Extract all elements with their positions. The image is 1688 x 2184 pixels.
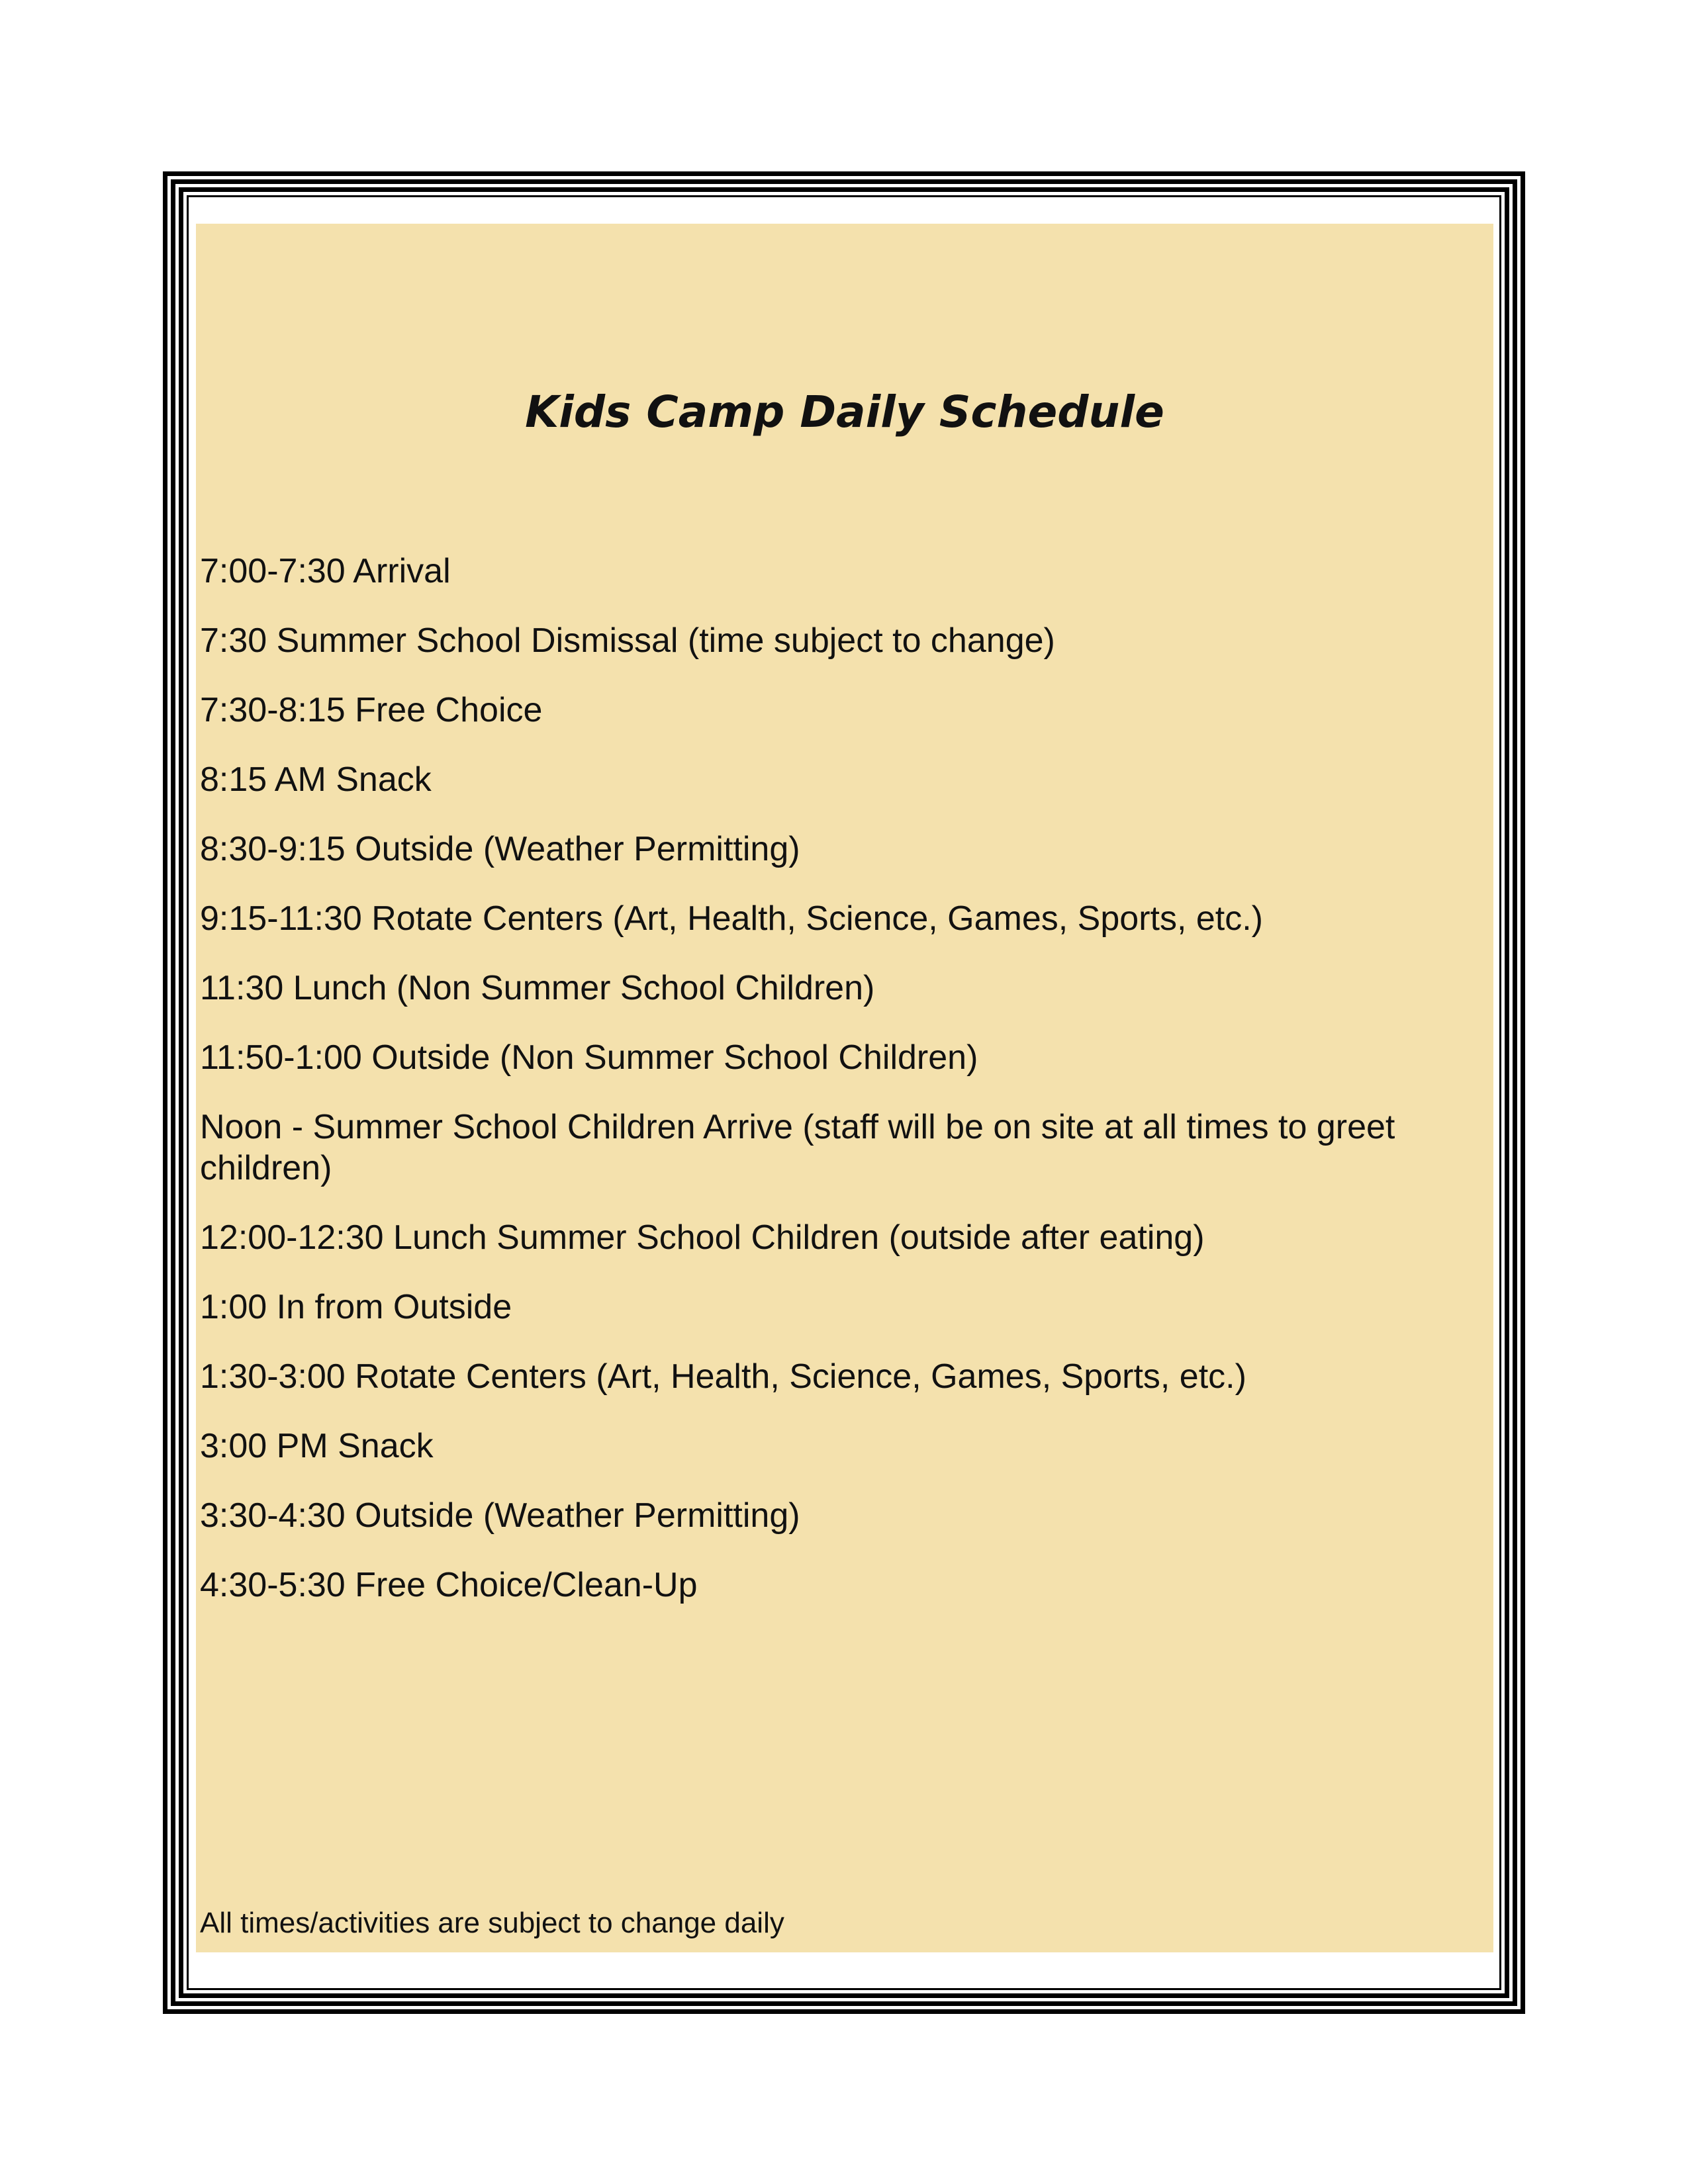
schedule-list [200,551,1471,1634]
schedule-item: 8:30-9:15 Outside (Weather Permitting) [200,830,800,868]
schedule-item: 3:30-4:30 Outside (Weather Permitting) [200,1496,800,1535]
footnote: All times/activities are subject to change daily [200,1907,784,1939]
schedule-item: 7:00-7:30 Arrival [200,552,451,590]
schedule-item: 1:30-3:00 Rotate Centers (Art, Health, Science, Games, Sports, etc.) [200,1357,1246,1396]
schedule-item: 7:30-8:15 Free Choice [200,691,543,729]
schedule-item: 3:00 PM Snack [200,1427,434,1465]
schedule-item: 7:30 Summer School Dismissal (time subject to change) [200,621,1055,660]
schedule-item: 11:50-1:00 Outside (Non Summer School Children) [200,1038,978,1077]
schedule-item: Noon - Summer School Children Arrive (staff will be on site at all times to greet children) [200,1108,1395,1187]
schedule-panel [196,224,1493,1952]
schedule-item: 11:30 Lunch (Non Summer School Children) [200,969,875,1007]
schedule-item: 9:15-11:30 Rotate Centers (Art, Health, Science, Games, Sports, etc.) [200,899,1263,938]
schedule-item: 1:00 In from Outside [200,1288,512,1326]
schedule-item: 4:30-5:30 Free Choice/Clean-Up [200,1566,698,1604]
schedule-item: 12:00-12:30 Lunch Summer School Children (outside after eating) [200,1218,1205,1257]
schedule-item: 8:15 AM Snack [200,760,432,799]
document-title: Kids Camp Daily Schedule [525,387,1164,437]
